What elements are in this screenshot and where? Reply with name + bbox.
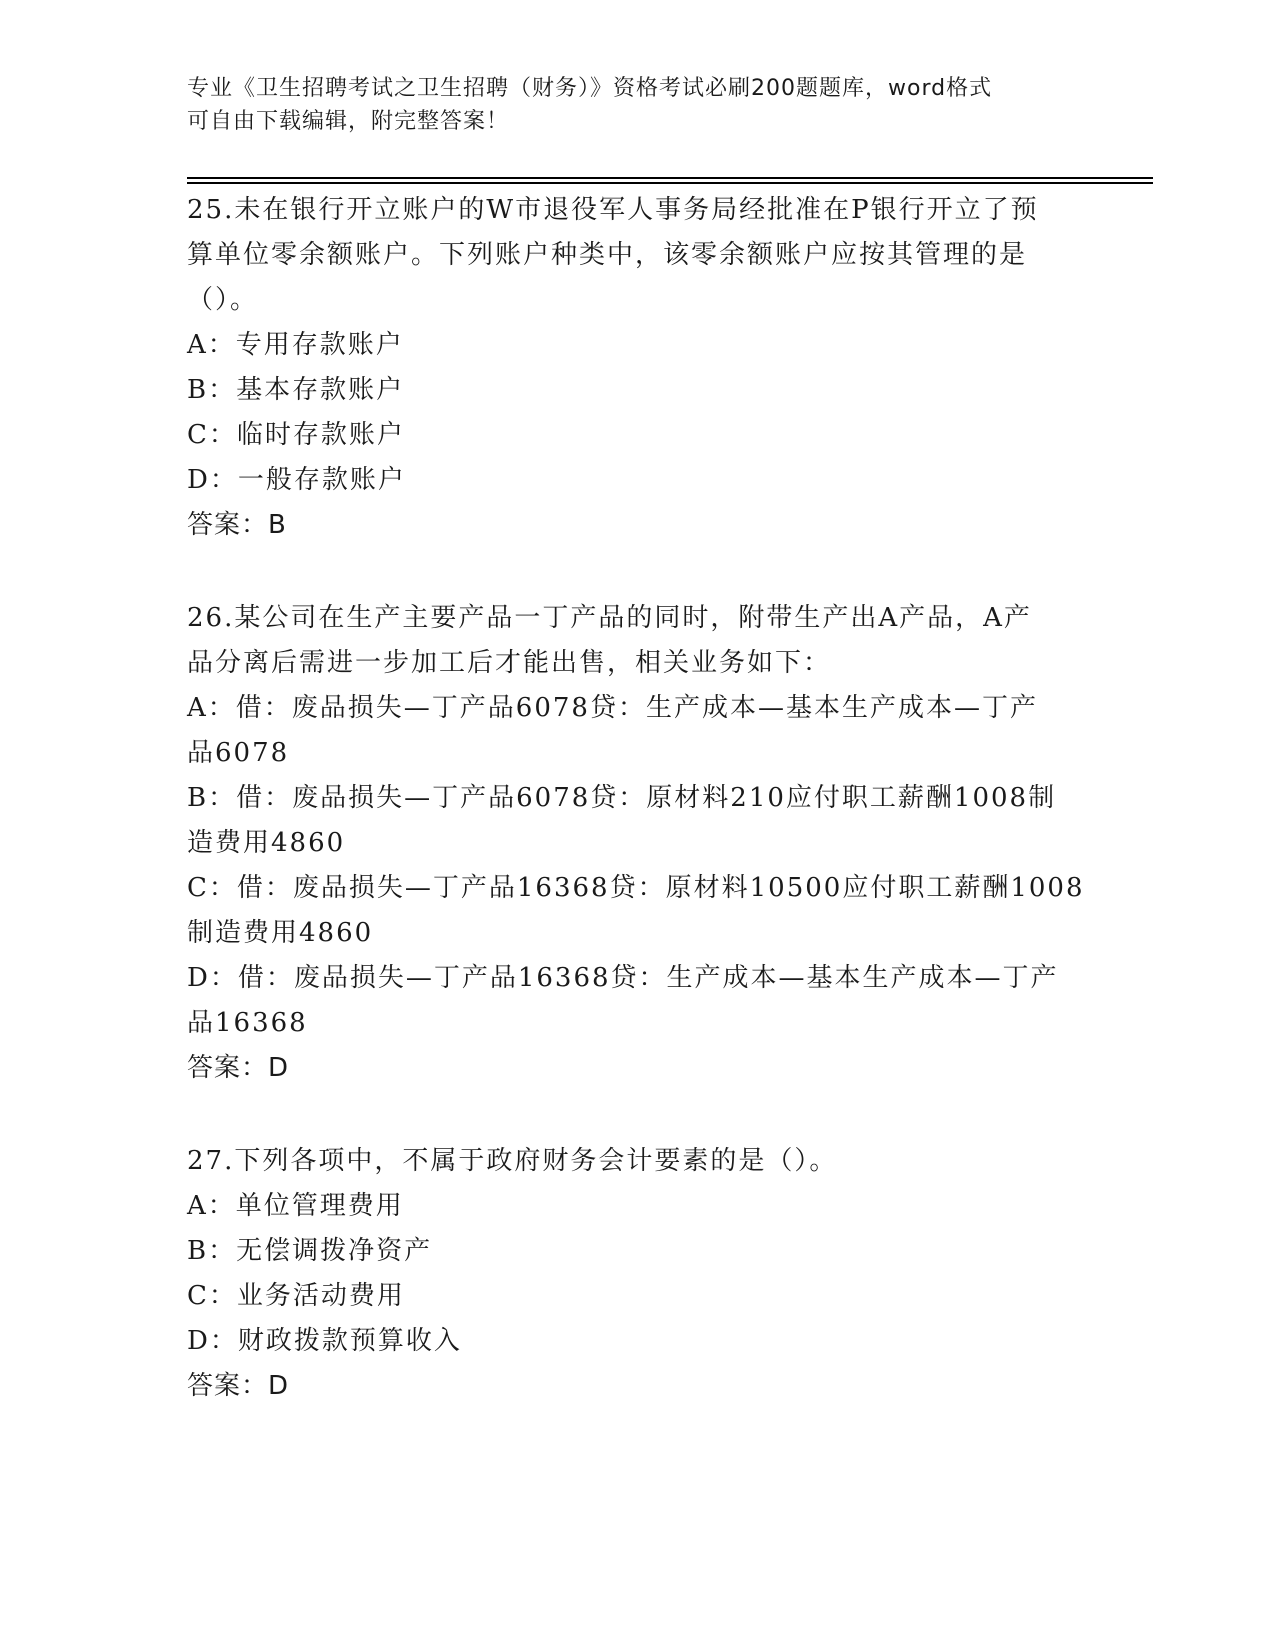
option-b: B：无偿调拨净资产 xyxy=(187,1236,433,1266)
option-b: B：借：废品损失—丁产品6078贷：原材料210应付职工薪酬1008制 xyxy=(187,783,1057,813)
document-header xyxy=(187,72,1067,138)
option-c-continued: 制造费用4860 xyxy=(187,918,374,948)
option-d-continued: 品16368 xyxy=(187,1008,308,1038)
header-divider-top xyxy=(187,177,1153,179)
option-d: D：一般存款账户 xyxy=(187,465,406,495)
question-26 xyxy=(187,596,1087,1091)
question-list xyxy=(187,188,1087,1457)
question-stem-line: 25.未在银行开立账户的W市退役军人事务局经批准在P银行开立了预 xyxy=(187,195,1039,225)
question-25 xyxy=(187,188,1087,548)
option-b-continued: 造费用4860 xyxy=(187,828,346,858)
answer-label: 答案：D xyxy=(187,1053,290,1083)
answer-label: 答案：B xyxy=(187,510,287,540)
question-stem-line: 品分离后需进一步加工后才能出售，相关业务如下： xyxy=(187,648,832,678)
header-line-1: 专业《卫生招聘考试之卫生招聘（财务）》资格考试必刷200题题库，word格式 xyxy=(187,76,993,101)
option-d: D：借：废品损失—丁产品16368贷：生产成本—基本生产成本—丁产 xyxy=(187,963,1059,993)
option-b: B：基本存款账户 xyxy=(187,375,405,405)
option-c: C：借：废品损失—丁产品16368贷：原材料10500应付职工薪酬1008 xyxy=(187,873,1085,903)
option-a: A：单位管理费用 xyxy=(187,1191,404,1221)
answer-label: 答案：D xyxy=(187,1371,290,1401)
question-stem-line: 26.某公司在生产主要产品一丁产品的同时，附带生产出A产品，A产 xyxy=(187,603,1032,633)
option-c: C：临时存款账户 xyxy=(187,420,405,450)
question-27 xyxy=(187,1139,1087,1409)
question-stem-line: 算单位零余额账户。下列账户种类中，该零余额账户应按其管理的是 xyxy=(187,240,1028,270)
header-line-2: 可自由下载编辑，附完整答案！ xyxy=(187,109,510,134)
header-divider-bottom xyxy=(187,182,1153,184)
question-stem-line: 27.下列各项中，不属于政府财务会计要素的是（）。 xyxy=(187,1146,838,1176)
option-a: A：借：废品损失—丁产品6078贷：生产成本—基本生产成本—丁产 xyxy=(187,693,1038,723)
option-d: D：财政拨款预算收入 xyxy=(187,1326,462,1356)
option-a-continued: 品6078 xyxy=(187,738,290,768)
option-a: A：专用存款账户 xyxy=(187,330,404,360)
option-c: C：业务活动费用 xyxy=(187,1281,405,1311)
question-stem-line: （）。 xyxy=(187,285,259,315)
